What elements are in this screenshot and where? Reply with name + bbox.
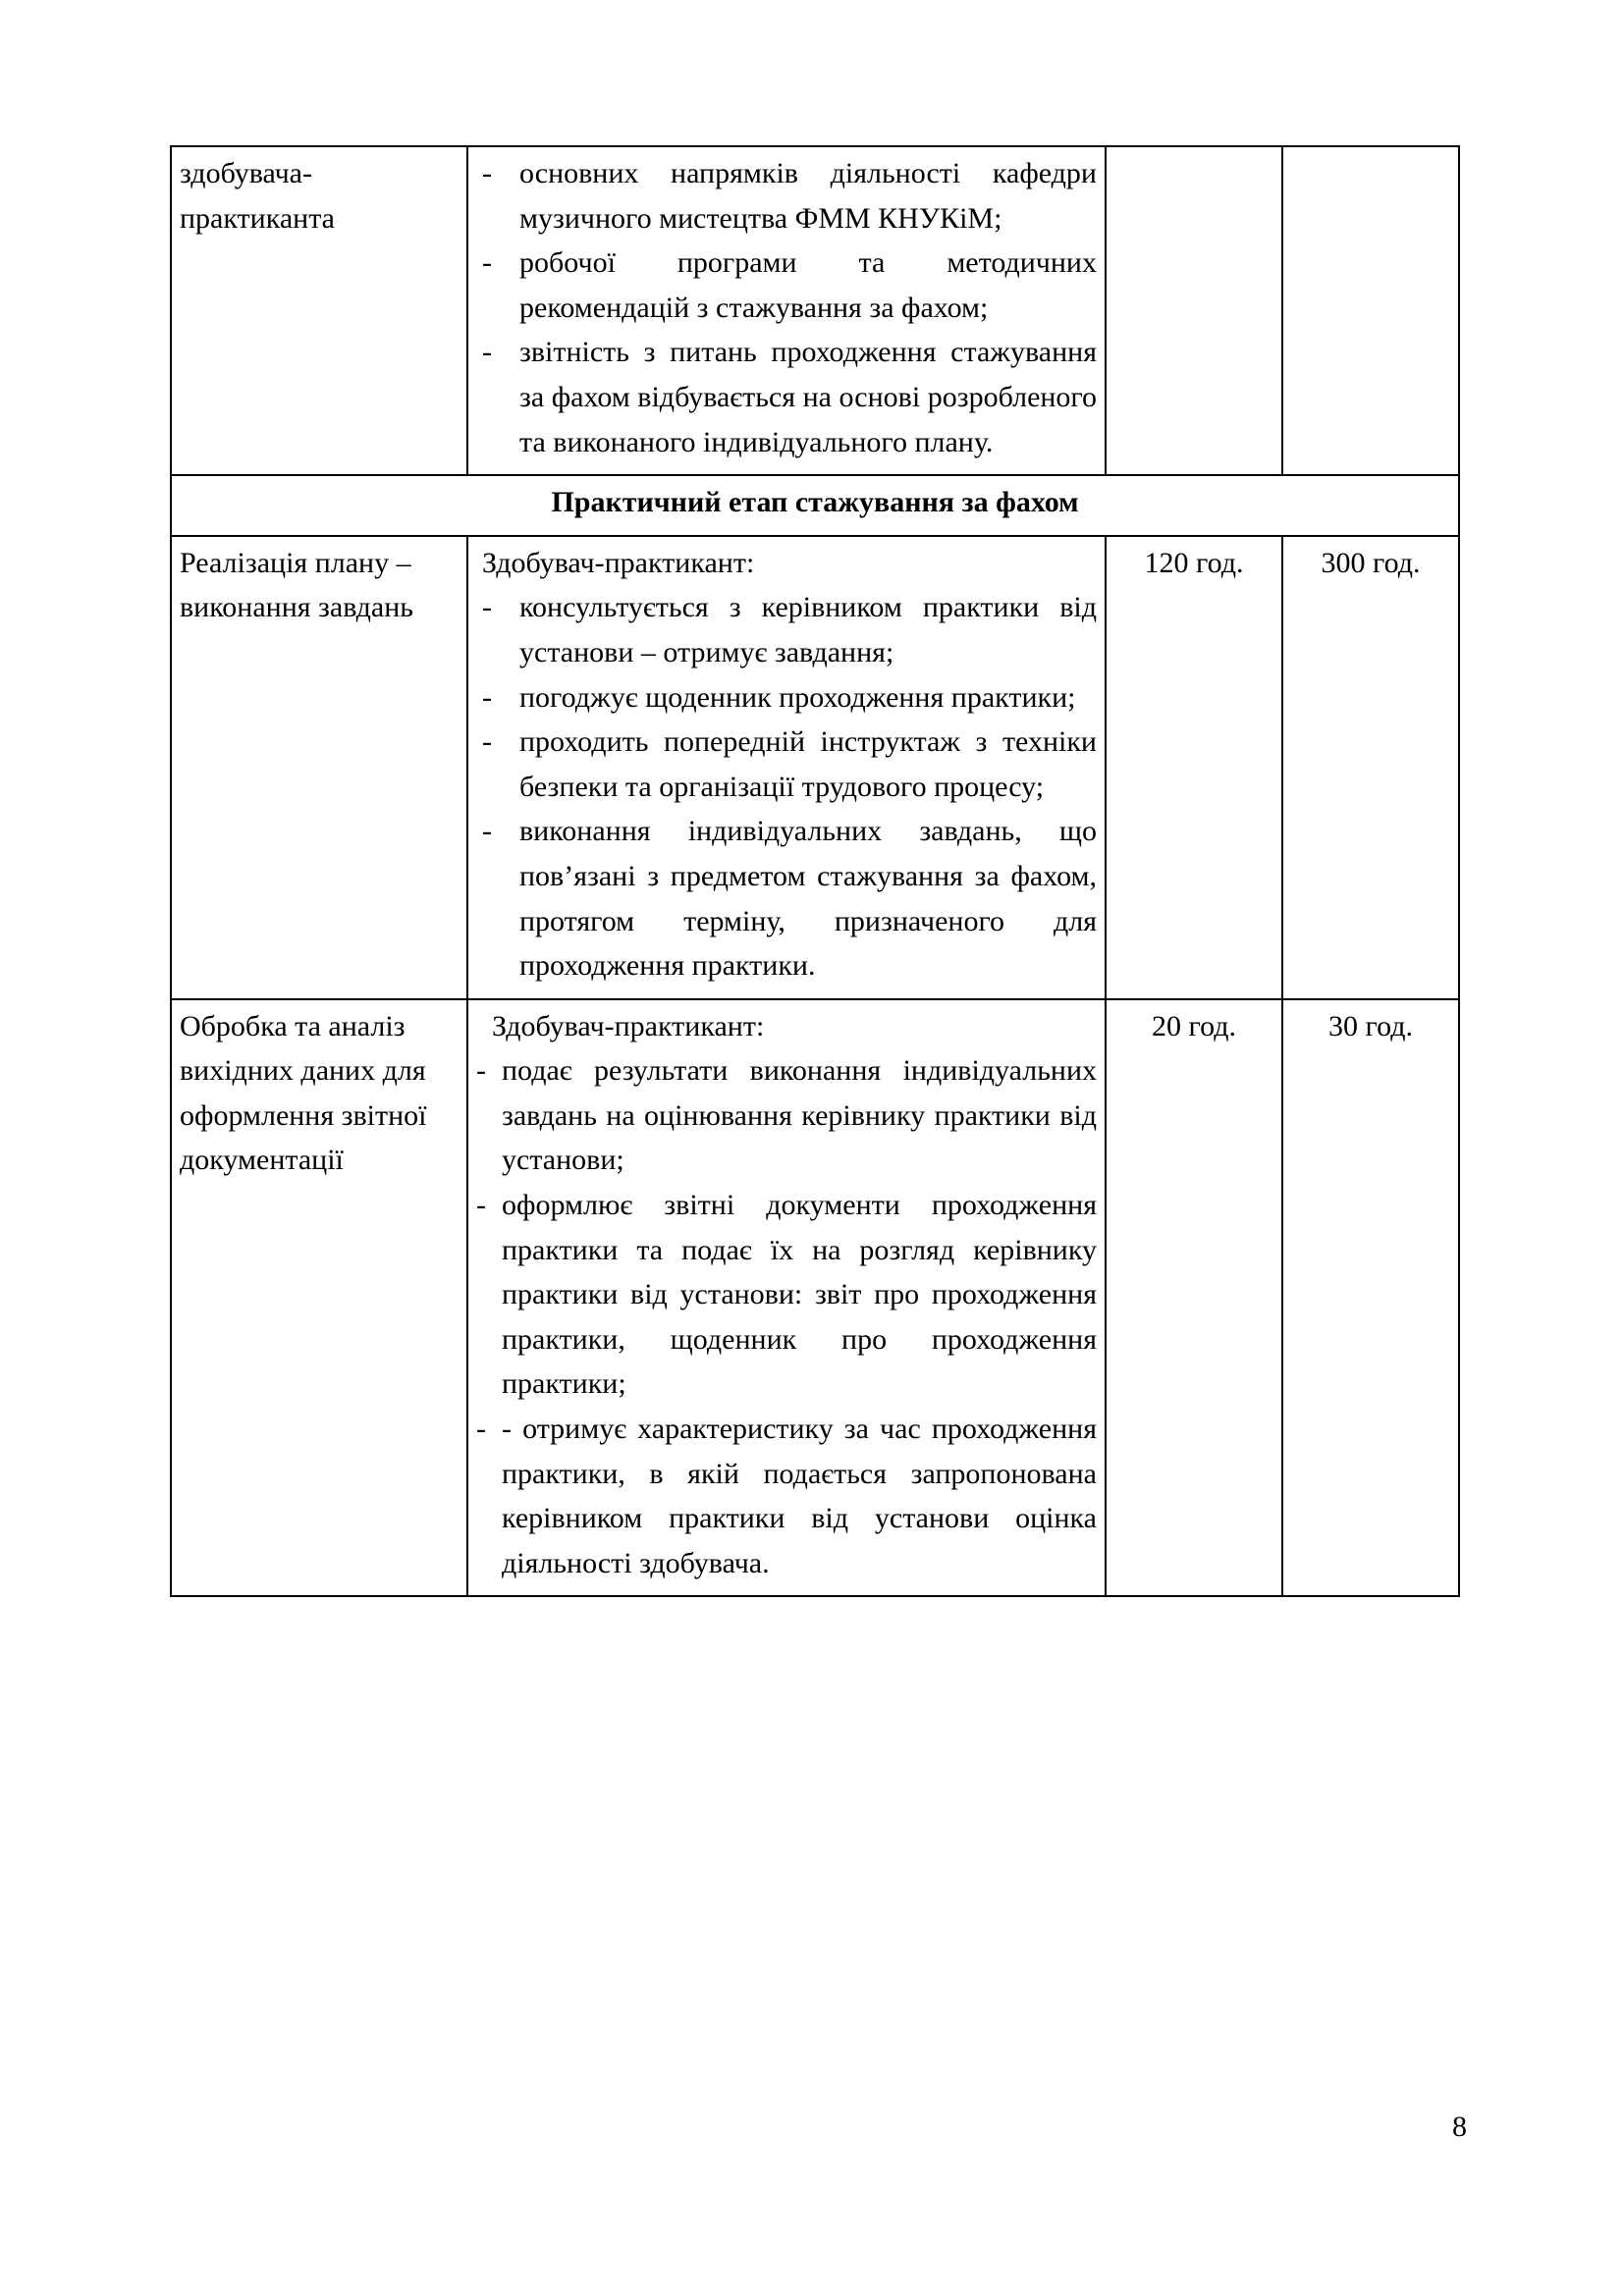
list-item-text: основних напрямків діяльності кафедри музичного мистецтва ФММ КНУКіМ; — [519, 157, 1097, 235]
list-item — [476, 720, 1097, 809]
list-item — [476, 330, 1097, 464]
list-item-text: звітність з питань проходження стажування за фахом відбувається на основі розробленого та виконаного індивідуального плану. — [519, 336, 1097, 458]
stage-label-cell — [171, 999, 467, 1597]
content-lead-text: Здобувач-практикант: — [482, 546, 755, 579]
dash-marker-icon: - — [482, 680, 492, 714]
hours-individual-cell — [1106, 146, 1282, 475]
list-item-text: подає результати виконання індивідуальних завдань на оцінювання керівнику практики від установи; — [502, 1054, 1097, 1177]
section-banner-cell — [171, 475, 1459, 536]
list-item-text: погоджує щоденник проходження практики; — [519, 680, 1076, 714]
list-item-text: консультується з керівником практики від установи – отримує завдання; — [519, 591, 1097, 668]
list-item — [476, 1183, 1097, 1407]
list-item — [476, 809, 1097, 988]
dash-marker-icon: - — [476, 1413, 486, 1446]
dash-marker-icon: - — [482, 246, 492, 280]
list-item — [476, 675, 1097, 721]
hours-total-cell — [1282, 999, 1459, 1597]
dash-marker-icon: - — [482, 336, 492, 369]
stage-label-cell — [171, 146, 467, 475]
stage-label-text: Обробка та аналіз вихідних даних для оформлення звітної документації — [180, 1009, 427, 1177]
hours-total-text: 30 год. — [1328, 1009, 1413, 1042]
table-row — [171, 536, 1459, 999]
dash-marker-icon: - — [476, 1054, 486, 1088]
list-item — [476, 585, 1097, 674]
section-banner-text: Практичний етап стажування за фахом — [551, 486, 1079, 519]
internship-stages-table — [170, 145, 1460, 1597]
list-item — [476, 240, 1097, 330]
list-item-text: робочої програми та методичних рекомендацій з стажування за фахом; — [519, 246, 1097, 324]
list-item — [476, 1407, 1097, 1585]
table-row — [171, 999, 1459, 1597]
list-item-text: виконання індивідуальних завдань, що пов’язані з предметом стажування за фахом, протягом терміну, призначеного для проходження практики. — [519, 815, 1097, 983]
bullet-list — [476, 1048, 1097, 1585]
stage-label-text: здобувача-практиканта — [180, 157, 335, 235]
hours-total-text: 300 год. — [1321, 546, 1421, 579]
page-number: 8 — [1452, 2110, 1467, 2143]
dash-marker-icon: - — [482, 157, 492, 189]
hours-individual-text: 20 год. — [1152, 1009, 1236, 1042]
hours-total-cell — [1282, 536, 1459, 999]
hours-total-cell — [1282, 146, 1459, 475]
stage-label-text: Реалізація плану – виконання завдань — [180, 546, 413, 624]
content-cell — [467, 536, 1106, 999]
dash-marker-icon: - — [482, 815, 492, 848]
list-item — [476, 1048, 1097, 1183]
table-row-banner — [171, 475, 1459, 536]
bullet-list — [476, 151, 1097, 464]
dash-marker-icon: - — [482, 591, 492, 624]
content-cell — [467, 999, 1106, 1597]
bullet-list — [476, 585, 1097, 988]
hours-individual-cell — [1106, 999, 1282, 1597]
content-cell — [467, 146, 1106, 475]
dash-marker-icon: - — [482, 725, 492, 759]
content-lead-text: Здобувач-практикант: — [492, 1009, 765, 1042]
hours-individual-text: 120 год. — [1144, 546, 1244, 579]
stage-label-cell — [171, 536, 467, 999]
table-row — [171, 146, 1459, 475]
dash-marker-icon: - — [476, 1189, 486, 1222]
list-item — [476, 151, 1097, 240]
list-item-text: проходить попередній інструктаж з техніки безпеки та організації трудового процесу; — [519, 725, 1097, 803]
hours-individual-cell — [1106, 536, 1282, 999]
list-item-text: - отримує характеристику за час проходження практики, в якій подається запропонована керівником практики від установи оцінка діяльності здобувача. — [502, 1413, 1097, 1579]
list-item-text: оформлює звітні документи проходження практики та подає їх на розгляд керівнику практики від установи: звіт про проходження практики, щоденник про проходження практики; — [502, 1189, 1097, 1401]
